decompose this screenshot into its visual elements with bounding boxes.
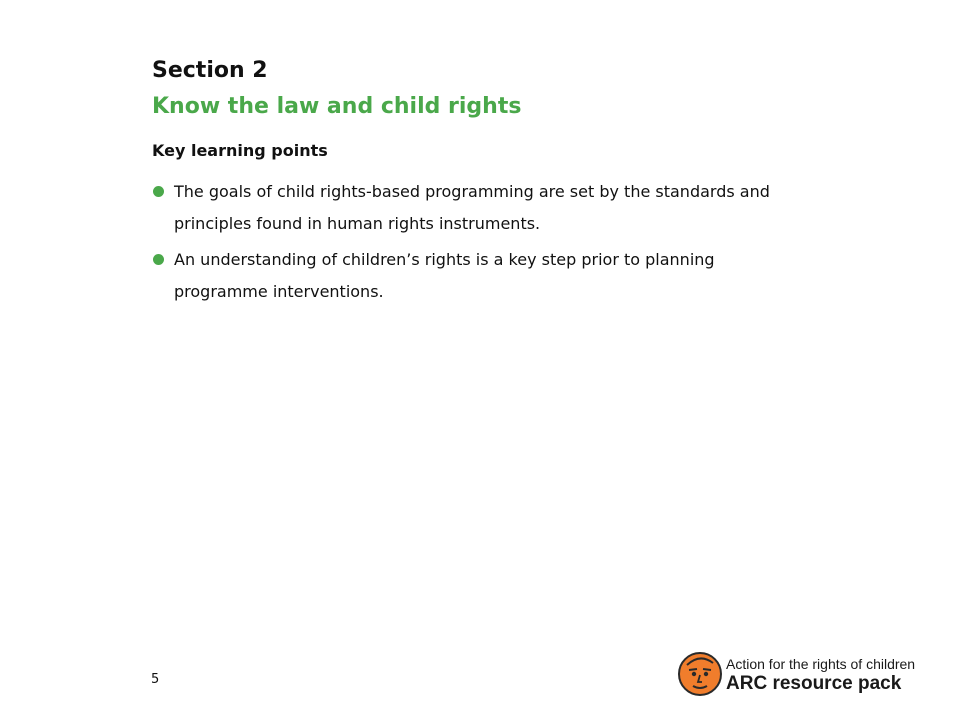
subheading: Key learning points (152, 141, 328, 160)
logo-name: ARC resource pack (726, 673, 902, 694)
point-line: The goals of child rights-based programming are set by the standards and (174, 182, 770, 201)
section-label: Section 2 (152, 58, 268, 83)
point-line: principles found in human rights instruments. (174, 214, 541, 233)
child-face-logo-icon (677, 651, 723, 697)
point-line: An understanding of children’s rights is a key step prior to planning (174, 250, 715, 269)
list-item (152, 176, 892, 240)
logo-tagline: Action for the rights of children (726, 656, 916, 672)
learning-points-list (152, 176, 892, 312)
bullet-icon (153, 254, 164, 265)
point-line: programme interventions. (174, 282, 384, 301)
section-title: Know the law and child rights (152, 94, 522, 119)
bullet-icon (153, 186, 164, 197)
page-number: 5 (151, 672, 160, 687)
arc-logo (677, 651, 917, 699)
list-item (152, 244, 892, 308)
